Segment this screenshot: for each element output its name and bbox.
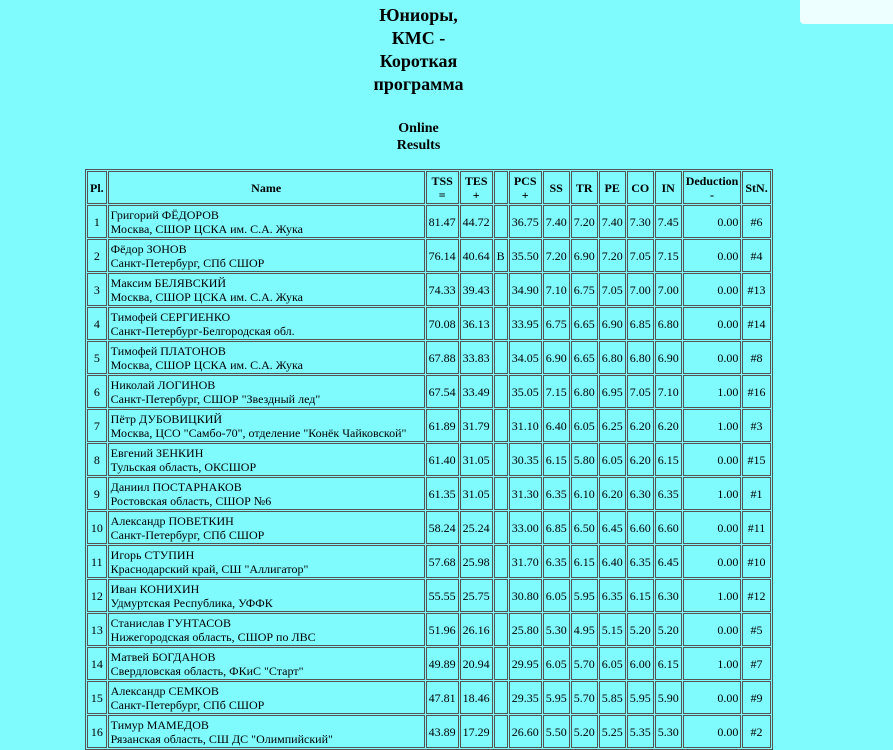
skater-name: Матвей БОГДАНОВ (110, 649, 216, 664)
cell-pl: 1 (87, 205, 107, 238)
cell-tss: 49.89 (426, 647, 459, 680)
cell-pe: 6.05 (599, 443, 626, 476)
cell-co: 6.85 (627, 307, 654, 340)
cell-tr: 5.70 (571, 647, 598, 680)
cell-pl: 16 (87, 715, 107, 748)
cell-pe: 6.45 (599, 511, 626, 544)
cell-tr: 6.65 (571, 307, 598, 340)
cell-tss: 74.33 (426, 273, 459, 306)
cell-ss: 7.20 (543, 239, 570, 272)
results-table (85, 169, 773, 750)
skater-club: Ростовская область, СШОР №6 (110, 493, 272, 508)
cell-pcs: 31.70 (509, 545, 542, 578)
cell-pe: 6.35 (599, 579, 626, 612)
cell-tes: 20.94 (460, 647, 493, 680)
header-tes-line1: TES (464, 173, 488, 188)
cell-flag: B (494, 239, 508, 272)
skater-club: Москва, СШОР ЦСКА им. С.А. Жука (110, 289, 303, 304)
cell-tss: 55.55 (426, 579, 459, 612)
cell-pcs: 34.90 (509, 273, 542, 306)
skater-name: Пётр ДУБОВИЦКИЙ (110, 411, 223, 426)
cell-tss: 61.35 (426, 477, 459, 510)
cell-pcs: 26.60 (509, 715, 542, 748)
cell-ded: 0.00 (683, 613, 742, 646)
cell-pl: 13 (87, 613, 107, 646)
cell-in: 6.80 (655, 307, 682, 340)
skater-club: Свердловская область, ФКиС "Старт" (110, 663, 304, 678)
cell-stn: #7 (742, 647, 770, 680)
cell-ded: 1.00 (683, 409, 742, 442)
skater-name: Даниил ПОСТАРНАКОВ (110, 479, 242, 494)
cell-pcs: 33.95 (509, 307, 542, 340)
title-line: КМС - (391, 28, 446, 48)
cell-tr: 5.95 (571, 579, 598, 612)
cell-co: 7.05 (627, 239, 654, 272)
skater-name: Фёдор ЗОНОВ (110, 241, 187, 256)
skater-name: Тимур МАМЕДОВ (110, 717, 209, 732)
cell-pe: 6.20 (599, 477, 626, 510)
cell-pcs: 34.05 (509, 341, 542, 374)
cell-tr: 7.20 (571, 205, 598, 238)
header-pcs-line1: PCS (513, 173, 537, 188)
cell-co: 6.20 (627, 409, 654, 442)
cell-tss: 47.81 (426, 681, 459, 714)
cell-stn: #9 (742, 681, 770, 714)
cell-pl: 7 (87, 409, 107, 442)
cell-co: 6.00 (627, 647, 654, 680)
cell-in: 6.60 (655, 511, 682, 544)
cell-tr: 5.80 (571, 443, 598, 476)
cell-pe: 5.85 (599, 681, 626, 714)
table-row (87, 273, 771, 306)
page-subtitle (0, 120, 837, 154)
cell-skater (108, 647, 425, 680)
cell-tr: 6.50 (571, 511, 598, 544)
cell-tss: 81.47 (426, 205, 459, 238)
cell-in: 7.10 (655, 375, 682, 408)
cell-flag (494, 477, 508, 510)
cell-pcs: 33.00 (509, 511, 542, 544)
cell-tr: 4.95 (571, 613, 598, 646)
skater-name: Николай ЛОГИНОВ (110, 377, 216, 392)
header-tes (460, 171, 493, 204)
cell-co: 6.15 (627, 579, 654, 612)
cell-pl: 9 (87, 477, 107, 510)
cell-pl: 4 (87, 307, 107, 340)
cell-stn: #2 (742, 715, 770, 748)
cell-ded: 0.00 (683, 341, 742, 374)
cell-pl: 11 (87, 545, 107, 578)
cell-pcs: 31.30 (509, 477, 542, 510)
header-pl: Pl. (87, 171, 107, 204)
title-line: Юниоры, (379, 5, 458, 25)
cell-tss: 43.89 (426, 715, 459, 748)
skater-name: Александр ПОВЕТКИН (110, 513, 234, 528)
cell-stn: #13 (742, 273, 770, 306)
skater-club: Москва, СШОР ЦСКА им. С.А. Жука (110, 221, 303, 236)
cell-ss: 6.90 (543, 341, 570, 374)
skater-club: Рязанская область, СШ ДС "Олимпийский" (110, 731, 333, 746)
cell-ss: 6.40 (543, 409, 570, 442)
table-row (87, 613, 771, 646)
cell-stn: #16 (742, 375, 770, 408)
cell-ss: 7.15 (543, 375, 570, 408)
table-row (87, 647, 771, 680)
cell-in: 6.15 (655, 443, 682, 476)
cell-tr: 6.75 (571, 273, 598, 306)
cell-ss: 6.35 (543, 477, 570, 510)
skater-club: Нижегородская область, СШОР по ЛВС (110, 629, 316, 644)
cell-skater (108, 341, 425, 374)
cell-tes: 25.75 (460, 579, 493, 612)
cell-stn: #15 (742, 443, 770, 476)
header-deduction-line1: Deduction (685, 173, 739, 188)
cell-in: 6.15 (655, 647, 682, 680)
cell-co: 7.00 (627, 273, 654, 306)
header-deduction-line2: - (710, 187, 715, 202)
cell-tes: 31.05 (460, 477, 493, 510)
cell-skater (108, 477, 425, 510)
skater-name: Тимофей ПЛАТОНОВ (110, 343, 226, 358)
cell-ded: 1.00 (683, 375, 742, 408)
cell-ss: 5.95 (543, 681, 570, 714)
cell-ded: 0.00 (683, 511, 742, 544)
cell-skater (108, 613, 425, 646)
cell-flag (494, 545, 508, 578)
header-tss-line1: TSS (431, 173, 453, 188)
header-row (87, 171, 771, 204)
table-row (87, 239, 771, 272)
cell-ss: 6.35 (543, 545, 570, 578)
table-row (87, 443, 771, 476)
cell-tr: 6.15 (571, 545, 598, 578)
cell-co: 6.60 (627, 511, 654, 544)
table-row (87, 341, 771, 374)
cell-skater (108, 239, 425, 272)
cell-pe: 7.05 (599, 273, 626, 306)
cell-ded: 1.00 (683, 579, 742, 612)
header-flag (494, 171, 508, 204)
cell-tes: 18.46 (460, 681, 493, 714)
cell-pl: 10 (87, 511, 107, 544)
cell-ss: 6.75 (543, 307, 570, 340)
cell-tr: 6.90 (571, 239, 598, 272)
table-row (87, 715, 771, 748)
cell-in: 6.90 (655, 341, 682, 374)
cell-pcs: 25.80 (509, 613, 542, 646)
cell-flag (494, 613, 508, 646)
cell-ded: 0.00 (683, 273, 742, 306)
cell-ss: 7.40 (543, 205, 570, 238)
header-pe: PE (599, 171, 626, 204)
cell-skater (108, 307, 425, 340)
cell-stn: #8 (742, 341, 770, 374)
cell-ded: 0.00 (683, 545, 742, 578)
cell-stn: #5 (742, 613, 770, 646)
skater-name: Тимофей СЕРГИЕНКО (110, 309, 231, 324)
cell-ss: 6.15 (543, 443, 570, 476)
cell-pl: 5 (87, 341, 107, 374)
skater-club: Москва, ЦСО "Самбо-70", отделение "Конёк Чайковской" (110, 425, 407, 440)
header-tss-line2: = (438, 187, 446, 202)
skater-name: Игорь СТУПИН (110, 547, 195, 562)
page-title (0, 4, 837, 96)
cell-skater (108, 443, 425, 476)
cell-tr: 5.70 (571, 681, 598, 714)
cell-co: 6.35 (627, 545, 654, 578)
header-tes-line2: + (472, 187, 480, 202)
header-pcs-line2: + (521, 187, 529, 202)
cell-tss: 76.14 (426, 239, 459, 272)
cell-ss: 7.10 (543, 273, 570, 306)
cell-tes: 39.43 (460, 273, 493, 306)
cell-pcs: 29.35 (509, 681, 542, 714)
cell-co: 6.20 (627, 443, 654, 476)
cell-ded: 1.00 (683, 647, 742, 680)
table-row (87, 511, 771, 544)
cell-tes: 36.13 (460, 307, 493, 340)
subtitle-line: Results (396, 138, 441, 153)
cell-tr: 6.65 (571, 341, 598, 374)
skater-name: Григорий ФЁДОРОВ (110, 207, 219, 222)
header-pcs (509, 171, 542, 204)
cell-ss: 6.05 (543, 579, 570, 612)
cell-pe: 6.05 (599, 647, 626, 680)
cell-stn: #12 (742, 579, 770, 612)
skater-name: Станислав ГУНТАСОВ (110, 615, 231, 630)
cell-pe: 7.40 (599, 205, 626, 238)
cell-flag (494, 443, 508, 476)
header-name: Name (108, 171, 425, 204)
skater-club: Тульская область, ОКСШОР (110, 459, 257, 474)
title-line: Короткая (379, 51, 458, 71)
cell-skater (108, 205, 425, 238)
cell-co: 6.80 (627, 341, 654, 374)
cell-tss: 67.88 (426, 341, 459, 374)
cell-pe: 6.95 (599, 375, 626, 408)
cell-pe: 6.80 (599, 341, 626, 374)
cell-tes: 33.49 (460, 375, 493, 408)
cell-ded: 0.00 (683, 239, 742, 272)
skater-club: Санкт-Петербург-Белгородская обл. (110, 323, 295, 338)
cell-ded: 0.00 (683, 205, 742, 238)
cell-skater (108, 511, 425, 544)
header-in: IN (655, 171, 682, 204)
cell-in: 5.90 (655, 681, 682, 714)
cell-tes: 31.79 (460, 409, 493, 442)
cell-flag (494, 375, 508, 408)
skater-name: Иван КОНИХИН (110, 581, 200, 596)
cell-stn: #14 (742, 307, 770, 340)
skater-name: Максим БЕЛЯВСКИЙ (110, 275, 227, 290)
cell-pcs: 30.35 (509, 443, 542, 476)
cell-tr: 6.05 (571, 409, 598, 442)
cell-ss: 5.30 (543, 613, 570, 646)
skater-club: Санкт-Петербург, СПб СШОР (110, 255, 265, 270)
cell-pl: 6 (87, 375, 107, 408)
cell-in: 6.45 (655, 545, 682, 578)
header-tss (426, 171, 459, 204)
cell-stn: #10 (742, 545, 770, 578)
cell-ded: 0.00 (683, 307, 742, 340)
cell-flag (494, 341, 508, 374)
cell-pl: 8 (87, 443, 107, 476)
cell-flag (494, 511, 508, 544)
skater-club: Санкт-Петербург, СПб СШОР (110, 697, 265, 712)
header-tr: TR (571, 171, 598, 204)
cell-ss: 6.85 (543, 511, 570, 544)
cell-pe: 6.40 (599, 545, 626, 578)
cell-stn: #4 (742, 239, 770, 272)
cell-in: 6.35 (655, 477, 682, 510)
cell-ss: 6.05 (543, 647, 570, 680)
cell-pl: 14 (87, 647, 107, 680)
cell-flag (494, 647, 508, 680)
skater-club: Санкт-Петербург, СШОР "Звездный лед" (110, 391, 321, 406)
cell-pl: 3 (87, 273, 107, 306)
title-line: программа (373, 74, 464, 94)
cell-skater (108, 579, 425, 612)
table-row (87, 545, 771, 578)
cell-co: 5.95 (627, 681, 654, 714)
cell-tss: 57.68 (426, 545, 459, 578)
cell-pcs: 35.50 (509, 239, 542, 272)
skater-club: Санкт-Петербург, СПб СШОР (110, 527, 265, 542)
cell-pe: 7.20 (599, 239, 626, 272)
cell-in: 7.00 (655, 273, 682, 306)
cell-tss: 51.96 (426, 613, 459, 646)
table-row (87, 477, 771, 510)
cell-pcs: 30.80 (509, 579, 542, 612)
cell-stn: #1 (742, 477, 770, 510)
cell-ded: 0.00 (683, 715, 742, 748)
cell-flag (494, 273, 508, 306)
skater-name: Александр СЕМКОВ (110, 683, 219, 698)
cell-stn: #3 (742, 409, 770, 442)
cell-in: 7.45 (655, 205, 682, 238)
cell-pe: 5.25 (599, 715, 626, 748)
cell-pcs: 35.05 (509, 375, 542, 408)
table-row (87, 409, 771, 442)
cell-pl: 15 (87, 681, 107, 714)
cell-tes: 17.29 (460, 715, 493, 748)
cell-skater (108, 273, 425, 306)
cell-flag (494, 579, 508, 612)
cell-flag (494, 681, 508, 714)
cell-tes: 31.05 (460, 443, 493, 476)
cell-ded: 0.00 (683, 681, 742, 714)
skater-name: Евгений ЗЕНКИН (110, 445, 204, 460)
cell-skater (108, 545, 425, 578)
cell-co: 5.35 (627, 715, 654, 748)
cell-skater (108, 681, 425, 714)
results-body (87, 205, 771, 748)
cell-tr: 5.20 (571, 715, 598, 748)
table-row (87, 307, 771, 340)
cell-tes: 33.83 (460, 341, 493, 374)
cell-in: 6.20 (655, 409, 682, 442)
cell-in: 5.20 (655, 613, 682, 646)
cell-skater (108, 375, 425, 408)
cell-skater (108, 715, 425, 748)
cell-tr: 6.80 (571, 375, 598, 408)
cell-pcs: 31.10 (509, 409, 542, 442)
cell-flag (494, 409, 508, 442)
cell-pl: 2 (87, 239, 107, 272)
table-row (87, 579, 771, 612)
cell-co: 7.30 (627, 205, 654, 238)
cell-pcs: 36.75 (509, 205, 542, 238)
cell-ded: 1.00 (683, 477, 742, 510)
header-deduction (683, 171, 742, 204)
cell-in: 7.15 (655, 239, 682, 272)
cell-tss: 67.54 (426, 375, 459, 408)
header-stn: StN. (742, 171, 770, 204)
cell-pe: 5.15 (599, 613, 626, 646)
cell-tes: 44.72 (460, 205, 493, 238)
cell-skater (108, 409, 425, 442)
header-co: CO (627, 171, 654, 204)
cell-tss: 61.40 (426, 443, 459, 476)
cell-pe: 6.90 (599, 307, 626, 340)
cell-flag (494, 205, 508, 238)
cell-in: 5.30 (655, 715, 682, 748)
skater-club: Москва, СШОР ЦСКА им. С.А. Жука (110, 357, 303, 372)
cell-ded: 0.00 (683, 443, 742, 476)
cell-pe: 6.25 (599, 409, 626, 442)
cell-tss: 70.08 (426, 307, 459, 340)
cell-tss: 61.89 (426, 409, 459, 442)
table-row (87, 205, 771, 238)
cell-tes: 25.24 (460, 511, 493, 544)
subtitle-line: Online (398, 121, 439, 136)
cell-flag (494, 307, 508, 340)
cell-stn: #11 (742, 511, 770, 544)
table-row (87, 681, 771, 714)
cell-flag (494, 715, 508, 748)
cell-tes: 40.64 (460, 239, 493, 272)
cell-stn: #6 (742, 205, 770, 238)
cell-tr: 6.10 (571, 477, 598, 510)
cell-tes: 25.98 (460, 545, 493, 578)
cell-co: 6.30 (627, 477, 654, 510)
skater-club: Удмуртская Республика, УФФК (110, 595, 273, 610)
cell-tss: 58.24 (426, 511, 459, 544)
table-row (87, 375, 771, 408)
cell-in: 6.30 (655, 579, 682, 612)
header-ss: SS (543, 171, 570, 204)
skater-club: Краснодарский край, СШ "Аллигатор" (110, 561, 309, 576)
cell-pl: 12 (87, 579, 107, 612)
cell-co: 5.20 (627, 613, 654, 646)
cell-co: 7.05 (627, 375, 654, 408)
cell-tes: 26.16 (460, 613, 493, 646)
cell-ss: 5.50 (543, 715, 570, 748)
cell-pcs: 29.95 (509, 647, 542, 680)
